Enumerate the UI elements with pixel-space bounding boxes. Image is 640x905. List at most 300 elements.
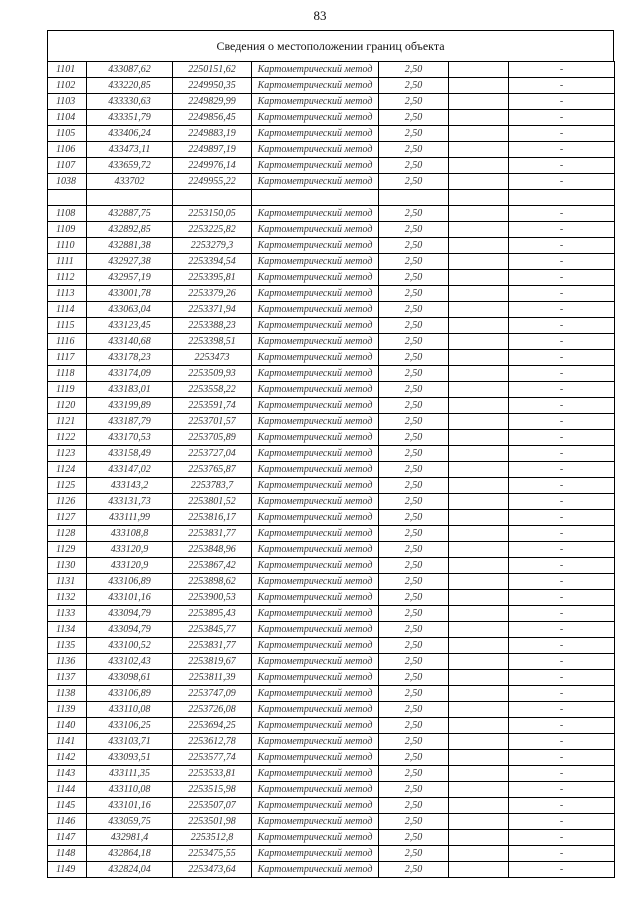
accuracy-cell: 2,50 <box>379 142 449 158</box>
x-coordinate-cell: 433702 <box>87 174 173 190</box>
extra-cell <box>449 590 509 606</box>
extra-cell <box>449 126 509 142</box>
accuracy-cell: 2,50 <box>379 478 449 494</box>
description-cell: - <box>509 142 615 158</box>
table-row <box>48 686 615 702</box>
method-cell: Картометрический метод <box>252 862 379 878</box>
y-coordinate-cell <box>173 190 252 206</box>
method-cell: Картометрический метод <box>252 750 379 766</box>
point-number-cell: 1140 <box>48 718 87 734</box>
point-number-cell: 1142 <box>48 750 87 766</box>
extra-cell <box>449 350 509 366</box>
x-coordinate-cell: 432864,18 <box>87 846 173 862</box>
x-coordinate-cell: 433123,45 <box>87 318 173 334</box>
description-cell: - <box>509 366 615 382</box>
extra-cell <box>449 558 509 574</box>
extra-cell <box>449 254 509 270</box>
description-cell: - <box>509 526 615 542</box>
x-coordinate-cell: 433110,08 <box>87 702 173 718</box>
x-coordinate-cell: 432824,04 <box>87 862 173 878</box>
x-coordinate-cell: 433143,2 <box>87 478 173 494</box>
y-coordinate-cell: 2253225,82 <box>173 222 252 238</box>
table-row <box>48 414 615 430</box>
table-row <box>48 350 615 366</box>
y-coordinate-cell: 2253512,8 <box>173 830 252 846</box>
extra-cell <box>449 238 509 254</box>
x-coordinate-cell: 433330,63 <box>87 94 173 110</box>
extra-cell <box>449 382 509 398</box>
y-coordinate-cell: 2253394,54 <box>173 254 252 270</box>
method-cell: Картометрический метод <box>252 606 379 622</box>
x-coordinate-cell: 432892,85 <box>87 222 173 238</box>
x-coordinate-cell: 433140,68 <box>87 334 173 350</box>
method-cell: Картометрический метод <box>252 174 379 190</box>
method-cell: Картометрический метод <box>252 798 379 814</box>
x-coordinate-cell: 433183,01 <box>87 382 173 398</box>
method-cell: Картометрический метод <box>252 782 379 798</box>
method-cell: Картометрический метод <box>252 830 379 846</box>
accuracy-cell: 2,50 <box>379 606 449 622</box>
y-coordinate-cell: 2249955,22 <box>173 174 252 190</box>
accuracy-cell: 2,50 <box>379 766 449 782</box>
method-cell: Картометрический метод <box>252 286 379 302</box>
y-coordinate-cell: 2253150,05 <box>173 206 252 222</box>
point-number-cell: 1138 <box>48 686 87 702</box>
point-number-cell: 1144 <box>48 782 87 798</box>
y-coordinate-cell: 2253388,23 <box>173 318 252 334</box>
description-cell: - <box>509 654 615 670</box>
description-cell: - <box>509 494 615 510</box>
x-coordinate-cell: 433111,35 <box>87 766 173 782</box>
accuracy-cell: 2,50 <box>379 782 449 798</box>
accuracy-cell: 2,50 <box>379 718 449 734</box>
description-cell: - <box>509 174 615 190</box>
point-number-cell: 1119 <box>48 382 87 398</box>
x-coordinate-cell: 432881,38 <box>87 238 173 254</box>
accuracy-cell: 2,50 <box>379 590 449 606</box>
accuracy-cell: 2,50 <box>379 126 449 142</box>
accuracy-cell: 2,50 <box>379 174 449 190</box>
method-cell: Картометрический метод <box>252 574 379 590</box>
x-coordinate-cell: 432981,4 <box>87 830 173 846</box>
description-cell: - <box>509 830 615 846</box>
description-cell: - <box>509 638 615 654</box>
method-cell: Картометрический метод <box>252 638 379 654</box>
description-cell: - <box>509 286 615 302</box>
extra-cell <box>449 110 509 126</box>
accuracy-cell <box>379 190 449 206</box>
accuracy-cell: 2,50 <box>379 302 449 318</box>
table-row <box>48 654 615 670</box>
x-coordinate-cell: 433093,51 <box>87 750 173 766</box>
table-row <box>48 462 615 478</box>
extra-cell <box>449 398 509 414</box>
method-cell: Картометрический метод <box>252 494 379 510</box>
accuracy-cell: 2,50 <box>379 558 449 574</box>
point-number-cell: 1104 <box>48 110 87 126</box>
method-cell: Картометрический метод <box>252 238 379 254</box>
point-number-cell: 1117 <box>48 350 87 366</box>
point-number-cell: 1134 <box>48 622 87 638</box>
extra-cell <box>449 62 509 78</box>
extra-cell <box>449 222 509 238</box>
accuracy-cell: 2,50 <box>379 446 449 462</box>
method-cell: Картометрический метод <box>252 398 379 414</box>
extra-cell <box>449 270 509 286</box>
method-cell: Картометрический метод <box>252 78 379 94</box>
accuracy-cell: 2,50 <box>379 542 449 558</box>
table-row <box>48 558 615 574</box>
description-cell: - <box>509 238 615 254</box>
accuracy-cell: 2,50 <box>379 94 449 110</box>
accuracy-cell: 2,50 <box>379 494 449 510</box>
table-row <box>48 270 615 286</box>
description-cell: - <box>509 446 615 462</box>
extra-cell <box>449 622 509 638</box>
table-row <box>48 766 615 782</box>
y-coordinate-cell: 2253867,42 <box>173 558 252 574</box>
table-row <box>48 622 615 638</box>
method-cell: Картометрический метод <box>252 366 379 382</box>
y-coordinate-cell: 2253395,81 <box>173 270 252 286</box>
accuracy-cell: 2,50 <box>379 398 449 414</box>
extra-cell <box>449 734 509 750</box>
y-coordinate-cell: 2253509,93 <box>173 366 252 382</box>
extra-cell <box>449 158 509 174</box>
method-cell: Картометрический метод <box>252 734 379 750</box>
x-coordinate-cell: 433100,52 <box>87 638 173 654</box>
point-number-cell: 1145 <box>48 798 87 814</box>
point-number-cell: 1103 <box>48 94 87 110</box>
table-row <box>48 190 615 206</box>
extra-cell <box>449 206 509 222</box>
point-number-cell: 1135 <box>48 638 87 654</box>
accuracy-cell: 2,50 <box>379 350 449 366</box>
table-row <box>48 574 615 590</box>
y-coordinate-cell: 2249883,19 <box>173 126 252 142</box>
table-row <box>48 110 615 126</box>
x-coordinate-cell: 433178,23 <box>87 350 173 366</box>
extra-cell <box>449 766 509 782</box>
y-coordinate-cell: 2253475,55 <box>173 846 252 862</box>
method-cell: Картометрический метод <box>252 542 379 558</box>
description-cell: - <box>509 254 615 270</box>
accuracy-cell: 2,50 <box>379 430 449 446</box>
extra-cell <box>449 574 509 590</box>
description-cell: - <box>509 542 615 558</box>
method-cell: Картометрический метод <box>252 206 379 222</box>
table-row <box>48 334 615 350</box>
x-coordinate-cell: 433001,78 <box>87 286 173 302</box>
x-coordinate-cell: 433187,79 <box>87 414 173 430</box>
extra-cell <box>449 142 509 158</box>
table-row <box>48 430 615 446</box>
point-number-cell: 1136 <box>48 654 87 670</box>
x-coordinate-cell: 433103,71 <box>87 734 173 750</box>
table-row <box>48 222 615 238</box>
table-row <box>48 254 615 270</box>
x-coordinate-cell: 432887,75 <box>87 206 173 222</box>
point-number-cell: 1128 <box>48 526 87 542</box>
table-row <box>48 478 615 494</box>
x-coordinate-cell: 432957,19 <box>87 270 173 286</box>
accuracy-cell: 2,50 <box>379 574 449 590</box>
description-cell: - <box>509 382 615 398</box>
x-coordinate-cell: 433170,53 <box>87 430 173 446</box>
table-row <box>48 510 615 526</box>
method-cell: Картометрический метод <box>252 814 379 830</box>
accuracy-cell: 2,50 <box>379 62 449 78</box>
x-coordinate-cell: 433111,99 <box>87 510 173 526</box>
point-number-cell: 1147 <box>48 830 87 846</box>
point-number-cell: 1116 <box>48 334 87 350</box>
point-number-cell: 1107 <box>48 158 87 174</box>
table-row <box>48 302 615 318</box>
accuracy-cell: 2,50 <box>379 862 449 878</box>
description-cell: - <box>509 350 615 366</box>
accuracy-cell: 2,50 <box>379 366 449 382</box>
description-cell: - <box>509 590 615 606</box>
method-cell: Картометрический метод <box>252 590 379 606</box>
x-coordinate-cell: 433120,9 <box>87 542 173 558</box>
description-cell: - <box>509 686 615 702</box>
point-number-cell: 1114 <box>48 302 87 318</box>
description-cell: - <box>509 334 615 350</box>
extra-cell <box>449 190 509 206</box>
accuracy-cell: 2,50 <box>379 286 449 302</box>
accuracy-cell: 2,50 <box>379 638 449 654</box>
method-cell: Картометрический метод <box>252 254 379 270</box>
description-cell: - <box>509 222 615 238</box>
y-coordinate-cell: 2249976,14 <box>173 158 252 174</box>
accuracy-cell: 2,50 <box>379 158 449 174</box>
accuracy-cell: 2,50 <box>379 830 449 846</box>
extra-cell <box>449 814 509 830</box>
accuracy-cell: 2,50 <box>379 462 449 478</box>
x-coordinate-cell: 433101,16 <box>87 590 173 606</box>
method-cell: Картометрический метод <box>252 430 379 446</box>
method-cell: Картометрический метод <box>252 62 379 78</box>
y-coordinate-cell: 2250151,62 <box>173 62 252 78</box>
table-row <box>48 590 615 606</box>
accuracy-cell: 2,50 <box>379 798 449 814</box>
point-number-cell: 1105 <box>48 126 87 142</box>
x-coordinate-cell: 433158,49 <box>87 446 173 462</box>
description-cell: - <box>509 158 615 174</box>
x-coordinate-cell: 433120,9 <box>87 558 173 574</box>
y-coordinate-cell: 2253726,08 <box>173 702 252 718</box>
table-title: Сведения о местоположении границ объекта <box>47 30 614 61</box>
y-coordinate-cell: 2253507,07 <box>173 798 252 814</box>
point-number-cell: 1127 <box>48 510 87 526</box>
description-cell: - <box>509 430 615 446</box>
x-coordinate-cell: 433110,08 <box>87 782 173 798</box>
point-number-cell: 1123 <box>48 446 87 462</box>
method-cell: Картометрический метод <box>252 142 379 158</box>
accuracy-cell: 2,50 <box>379 334 449 350</box>
point-number-cell: 1131 <box>48 574 87 590</box>
x-coordinate-cell: 433406,24 <box>87 126 173 142</box>
point-number-cell: 1130 <box>48 558 87 574</box>
table-row <box>48 94 615 110</box>
table-row <box>48 382 615 398</box>
extra-cell <box>449 654 509 670</box>
y-coordinate-cell: 2253801,52 <box>173 494 252 510</box>
method-cell: Картометрический метод <box>252 414 379 430</box>
y-coordinate-cell: 2253577,74 <box>173 750 252 766</box>
y-coordinate-cell: 2253379,26 <box>173 286 252 302</box>
y-coordinate-cell: 2253831,77 <box>173 638 252 654</box>
description-cell: - <box>509 558 615 574</box>
table-row <box>48 446 615 462</box>
y-coordinate-cell: 2253533,81 <box>173 766 252 782</box>
extra-cell <box>449 414 509 430</box>
table-row <box>48 526 615 542</box>
method-cell: Картометрический метод <box>252 766 379 782</box>
extra-cell <box>449 174 509 190</box>
method-cell: Картометрический метод <box>252 686 379 702</box>
method-cell: Картометрический метод <box>252 478 379 494</box>
method-cell: Картометрический метод <box>252 846 379 862</box>
point-number-cell: 1038 <box>48 174 87 190</box>
description-cell: - <box>509 302 615 318</box>
method-cell: Картометрический метод <box>252 382 379 398</box>
x-coordinate-cell: 433174,09 <box>87 366 173 382</box>
x-coordinate-cell: 433659,72 <box>87 158 173 174</box>
accuracy-cell: 2,50 <box>379 254 449 270</box>
accuracy-cell: 2,50 <box>379 238 449 254</box>
description-cell: - <box>509 622 615 638</box>
description-cell: - <box>509 574 615 590</box>
method-cell: Картометрический метод <box>252 718 379 734</box>
method-cell: Картометрический метод <box>252 270 379 286</box>
description-cell <box>509 190 615 206</box>
description-cell: - <box>509 510 615 526</box>
method-cell: Картометрический метод <box>252 110 379 126</box>
y-coordinate-cell: 2249829,99 <box>173 94 252 110</box>
table-row <box>48 670 615 686</box>
x-coordinate-cell: 433220,85 <box>87 78 173 94</box>
y-coordinate-cell: 2253819,67 <box>173 654 252 670</box>
table-row <box>48 366 615 382</box>
description-cell: - <box>509 94 615 110</box>
description-cell: - <box>509 478 615 494</box>
table-row <box>48 782 615 798</box>
description-cell: - <box>509 718 615 734</box>
description-cell: - <box>509 734 615 750</box>
x-coordinate-cell: 433106,89 <box>87 686 173 702</box>
extra-cell <box>449 670 509 686</box>
y-coordinate-cell: 2253900,53 <box>173 590 252 606</box>
point-number-cell: 1121 <box>48 414 87 430</box>
accuracy-cell: 2,50 <box>379 734 449 750</box>
x-coordinate-cell: 433063,04 <box>87 302 173 318</box>
point-number-cell: 1149 <box>48 862 87 878</box>
accuracy-cell: 2,50 <box>379 414 449 430</box>
point-number-cell <box>48 190 87 206</box>
point-number-cell: 1129 <box>48 542 87 558</box>
table-row <box>48 206 615 222</box>
x-coordinate-cell: 433131,73 <box>87 494 173 510</box>
accuracy-cell: 2,50 <box>379 846 449 862</box>
extra-cell <box>449 366 509 382</box>
point-number-cell: 1113 <box>48 286 87 302</box>
table-row <box>48 734 615 750</box>
y-coordinate-cell: 2253898,62 <box>173 574 252 590</box>
y-coordinate-cell: 2253473,64 <box>173 862 252 878</box>
table-row <box>48 814 615 830</box>
point-number-cell: 1133 <box>48 606 87 622</box>
accuracy-cell: 2,50 <box>379 382 449 398</box>
point-number-cell: 1102 <box>48 78 87 94</box>
method-cell: Картометрический метод <box>252 622 379 638</box>
y-coordinate-cell: 2253765,87 <box>173 462 252 478</box>
table-row <box>48 494 615 510</box>
method-cell: Картометрический метод <box>252 302 379 318</box>
y-coordinate-cell: 2253783,7 <box>173 478 252 494</box>
x-coordinate-cell: 433101,16 <box>87 798 173 814</box>
x-coordinate-cell <box>87 190 173 206</box>
extra-cell <box>449 798 509 814</box>
table-row <box>48 126 615 142</box>
extra-cell <box>449 430 509 446</box>
y-coordinate-cell: 2249950,35 <box>173 78 252 94</box>
extra-cell <box>449 606 509 622</box>
table-row <box>48 158 615 174</box>
y-coordinate-cell: 2253612,78 <box>173 734 252 750</box>
extra-cell <box>449 862 509 878</box>
description-cell: - <box>509 670 615 686</box>
y-coordinate-cell: 2253845,77 <box>173 622 252 638</box>
description-cell: - <box>509 846 615 862</box>
method-cell: Картометрический метод <box>252 462 379 478</box>
accuracy-cell: 2,50 <box>379 814 449 830</box>
extra-cell <box>449 638 509 654</box>
description-cell: - <box>509 62 615 78</box>
extra-cell <box>449 318 509 334</box>
x-coordinate-cell: 433094,79 <box>87 622 173 638</box>
x-coordinate-cell: 433473,11 <box>87 142 173 158</box>
description-cell: - <box>509 798 615 814</box>
x-coordinate-cell: 432927,38 <box>87 254 173 270</box>
y-coordinate-cell: 2253895,43 <box>173 606 252 622</box>
accuracy-cell: 2,50 <box>379 686 449 702</box>
method-cell: Картометрический метод <box>252 94 379 110</box>
x-coordinate-cell: 433106,25 <box>87 718 173 734</box>
extra-cell <box>449 462 509 478</box>
point-number-cell: 1118 <box>48 366 87 382</box>
description-cell: - <box>509 782 615 798</box>
point-number-cell: 1122 <box>48 430 87 446</box>
description-cell: - <box>509 462 615 478</box>
y-coordinate-cell: 2253831,77 <box>173 526 252 542</box>
extra-cell <box>449 302 509 318</box>
x-coordinate-cell: 433102,43 <box>87 654 173 670</box>
extra-cell <box>449 510 509 526</box>
point-number-cell: 1139 <box>48 702 87 718</box>
description-cell: - <box>509 110 615 126</box>
method-cell: Картометрический метод <box>252 126 379 142</box>
table-row <box>48 62 615 78</box>
table-row <box>48 318 615 334</box>
accuracy-cell: 2,50 <box>379 526 449 542</box>
y-coordinate-cell: 2253701,57 <box>173 414 252 430</box>
description-cell: - <box>509 318 615 334</box>
method-cell: Картометрический метод <box>252 158 379 174</box>
x-coordinate-cell: 433059,75 <box>87 814 173 830</box>
x-coordinate-cell: 433106,89 <box>87 574 173 590</box>
extra-cell <box>449 526 509 542</box>
